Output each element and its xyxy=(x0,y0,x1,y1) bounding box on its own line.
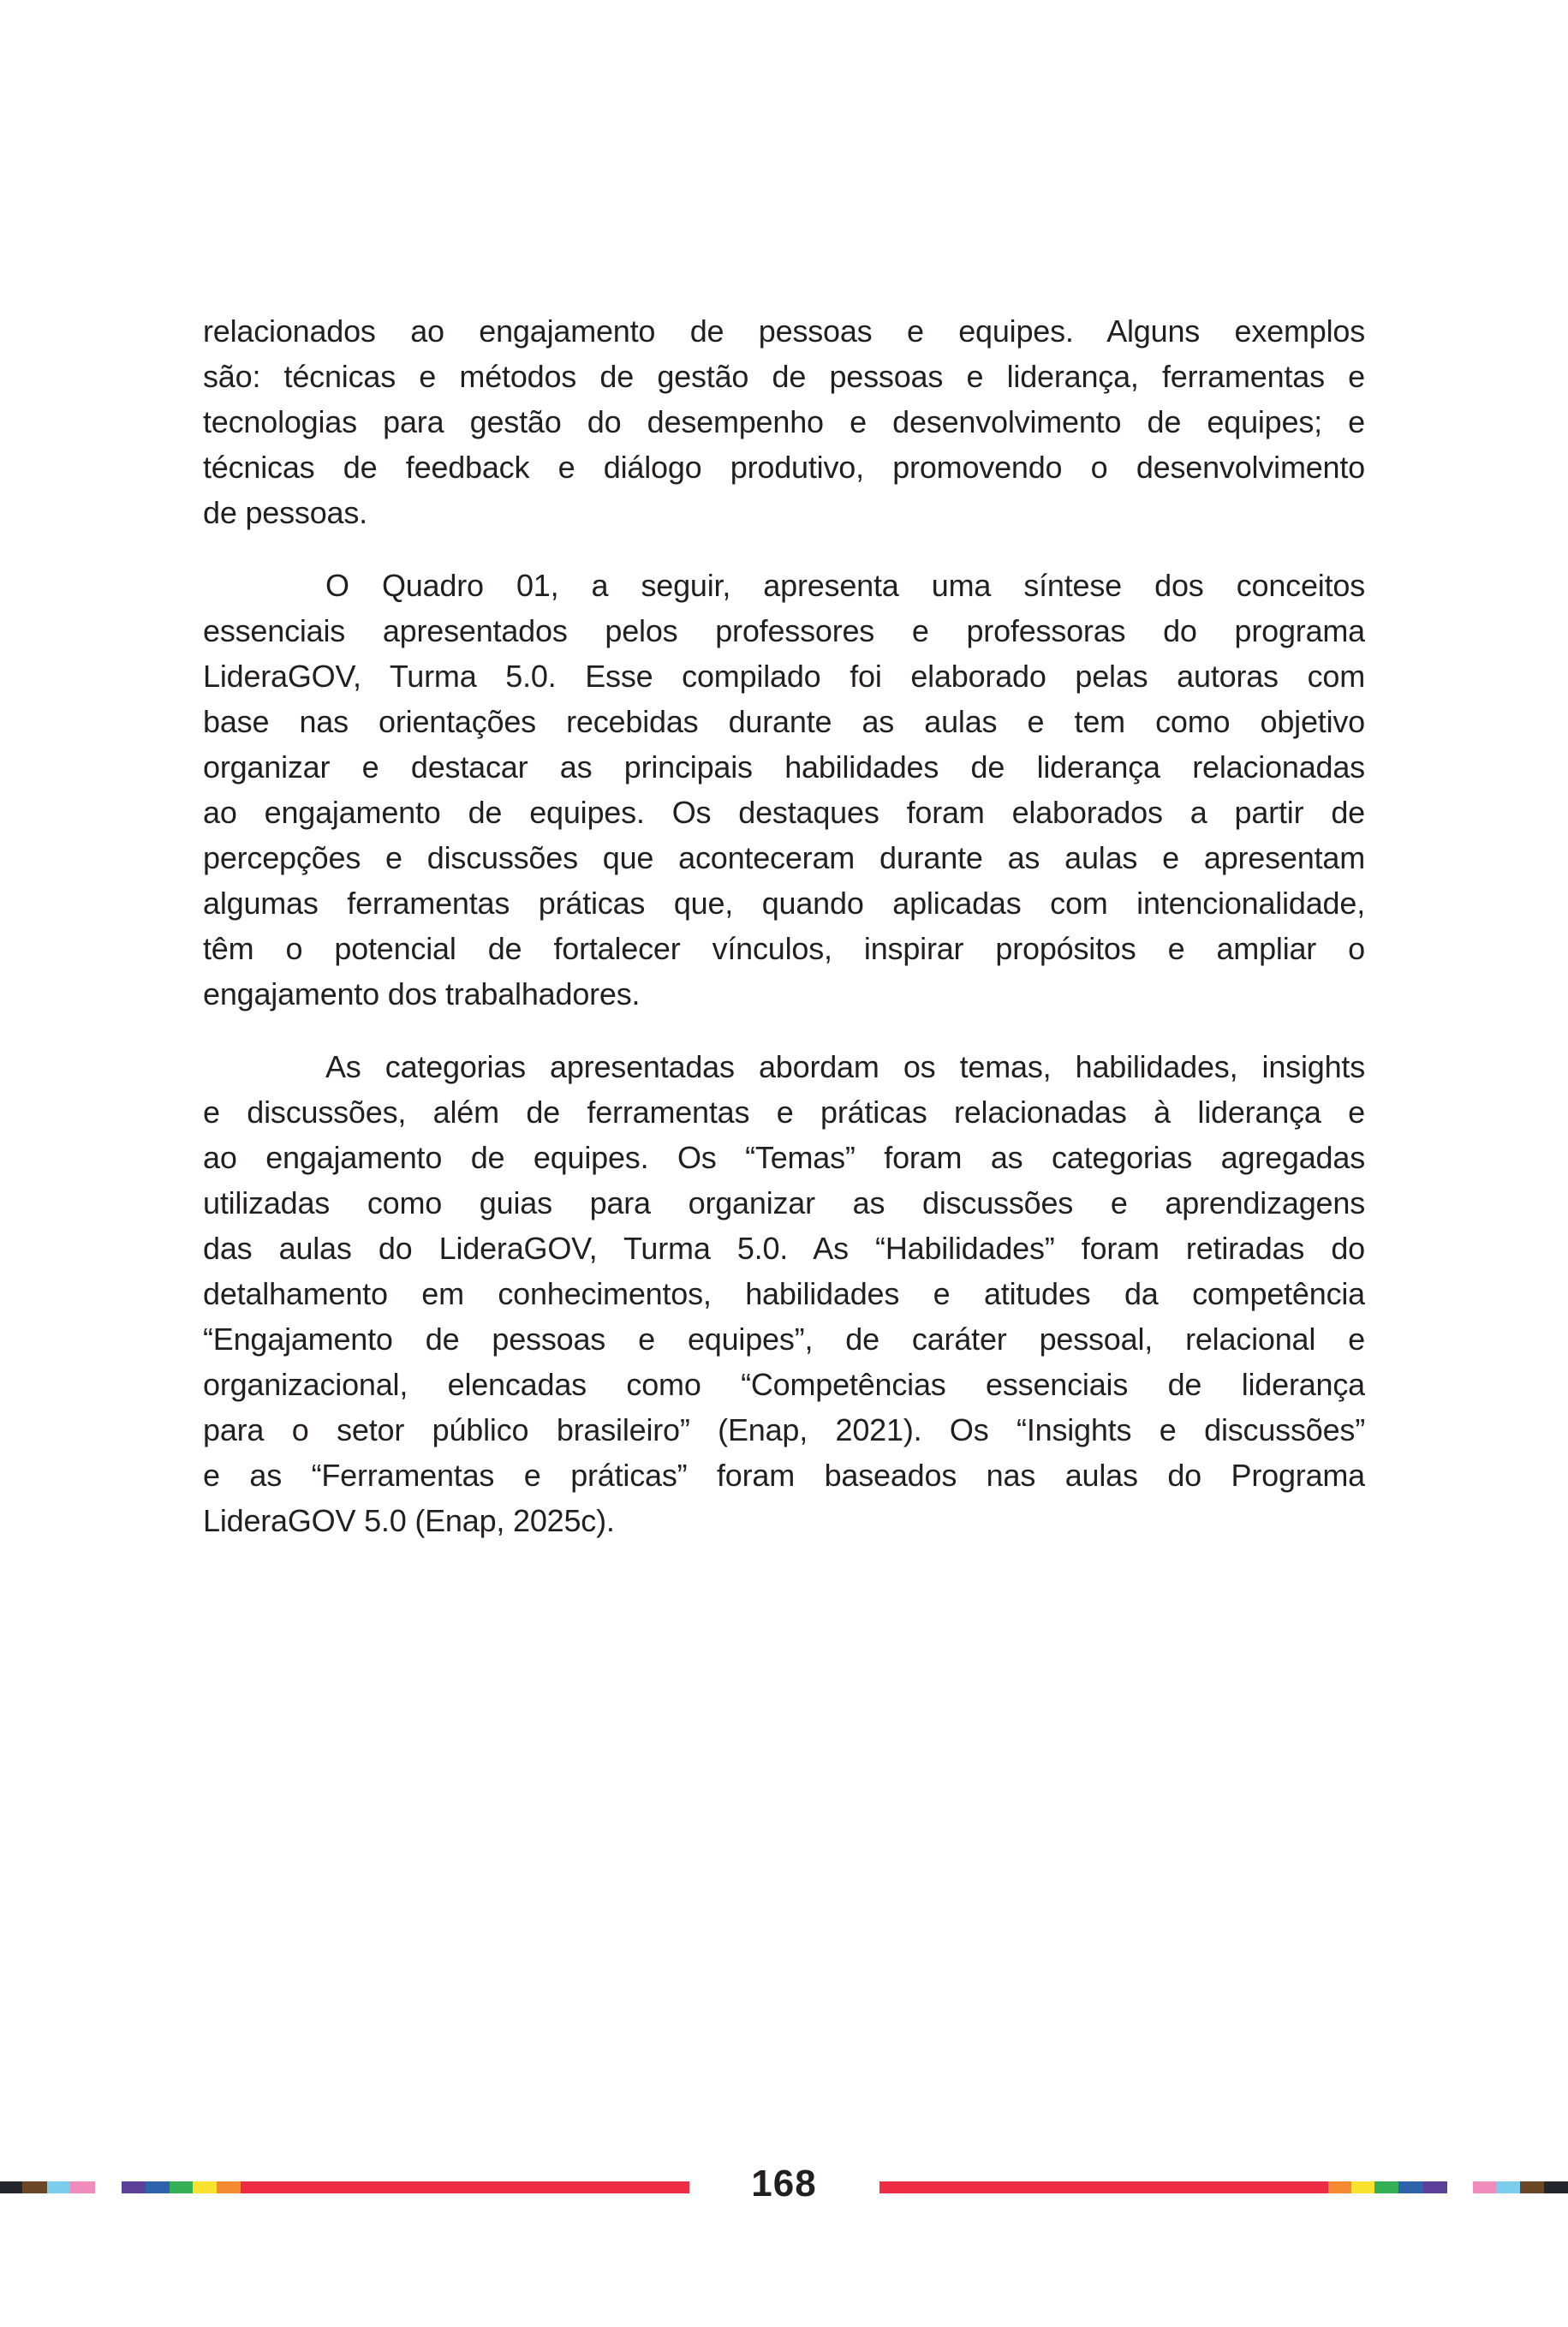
stripe-segment-light-blue xyxy=(1496,2181,1520,2193)
text-line: ao engajamento de equipes. Os “Temas” foram as categorias agregadas xyxy=(203,1140,1365,1175)
text-line: detalhamento em conhecimentos, habilidades e atitudes da competência xyxy=(203,1276,1365,1311)
stripe-segment-orange xyxy=(1328,2181,1351,2193)
stripe-segment-green xyxy=(1374,2181,1398,2193)
text-line: para o setor público brasileiro” (Enap, 2021). Os “Insights e discussões” xyxy=(203,1412,1365,1447)
text-line: engajamento dos trabalhadores. xyxy=(203,976,641,1011)
text-line: organizacional, elencadas como “Competências essenciais de liderança xyxy=(203,1367,1365,1402)
stripe-segment-purple xyxy=(122,2181,146,2193)
stripe-gap xyxy=(95,2181,122,2193)
text-line: LideraGOV, Turma 5.0. Esse compilado foi elaborado pelas autoras com xyxy=(203,659,1365,694)
paragraph-1 xyxy=(203,308,1365,535)
stripe-segment-purple xyxy=(1423,2181,1447,2193)
stripe-segment-red-left xyxy=(241,2181,689,2193)
text-line: organizar e destacar as principais habilidades de liderança relacionadas xyxy=(203,749,1365,785)
stripe-segment-yellow xyxy=(1351,2181,1374,2193)
text-line: de pessoas. xyxy=(203,495,367,530)
stripe-segment-green xyxy=(170,2181,193,2193)
stripe-segment-blue xyxy=(146,2181,170,2193)
stripe-segment-brown xyxy=(22,2181,47,2193)
text-line: algumas ferramentas práticas que, quando aplicadas com intencionalidade, xyxy=(203,886,1365,921)
text-line: “Engajamento de pessoas e equipes”, de caráter pessoal, relacional e xyxy=(203,1322,1365,1357)
text-line: tecnologias para gestão do desempenho e desenvolvimento de equipes; e xyxy=(203,404,1365,439)
text-line: essenciais apresentados pelos professores e professoras do programa xyxy=(203,613,1365,648)
stripe-segment-red-right xyxy=(879,2181,1328,2193)
text-line: LideraGOV 5.0 (Enap, 2025c). xyxy=(203,1503,615,1538)
stripe-segment-pink xyxy=(70,2181,95,2193)
stripe-gap xyxy=(1447,2181,1473,2193)
stripe-segment-brown xyxy=(1520,2181,1544,2193)
text-line: têm o potencial de fortalecer vínculos, inspirar propósitos e ampliar o xyxy=(203,931,1365,966)
text-line: percepções e discussões que aconteceram durante as aulas e apresentam xyxy=(203,840,1365,875)
stripe-segment-black xyxy=(1544,2181,1568,2193)
body-text xyxy=(203,308,1365,1543)
stripe-segment-yellow xyxy=(193,2181,217,2193)
paragraph-3 xyxy=(203,1044,1365,1543)
stripe-segment-orange xyxy=(217,2181,241,2193)
stripe-segment-light-blue xyxy=(47,2181,70,2193)
page-number: 168 xyxy=(751,2163,817,2205)
text-line: base nas orientações recebidas durante as aulas e tem como objetivo xyxy=(203,704,1365,739)
text-line: relacionados ao engajamento de pessoas e equipes. Alguns exemplos xyxy=(203,313,1365,349)
text-line: ao engajamento de equipes. Os destaques foram elaborados a partir de xyxy=(203,795,1365,830)
text-line: utilizadas como guias para organizar as discussões e aprendizagens xyxy=(203,1185,1365,1220)
text-line: e as “Ferramentas e práticas” foram baseados nas aulas do Programa xyxy=(203,1458,1365,1493)
text-line: das aulas do LideraGOV, Turma 5.0. As “Habilidades” foram retiradas do xyxy=(203,1231,1365,1266)
text-line: são: técnicas e métodos de gestão de pessoas e liderança, ferramentas e xyxy=(203,359,1365,394)
stripe-segment-pink xyxy=(1473,2181,1496,2193)
text-line: As categorias apresentadas abordam os temas, habilidades, insights xyxy=(325,1049,1365,1084)
text-line: O Quadro 01, a seguir, apresenta uma síntese dos conceitos xyxy=(325,568,1365,603)
stripe-segment-blue xyxy=(1398,2181,1423,2193)
text-line: técnicas de feedback e diálogo produtivo, promovendo o desenvolvimento xyxy=(203,450,1365,485)
stripe-segment-black xyxy=(0,2181,22,2193)
text-line: e discussões, além de ferramentas e práticas relacionadas à liderança e xyxy=(203,1095,1365,1130)
paragraph-2 xyxy=(203,563,1365,1017)
